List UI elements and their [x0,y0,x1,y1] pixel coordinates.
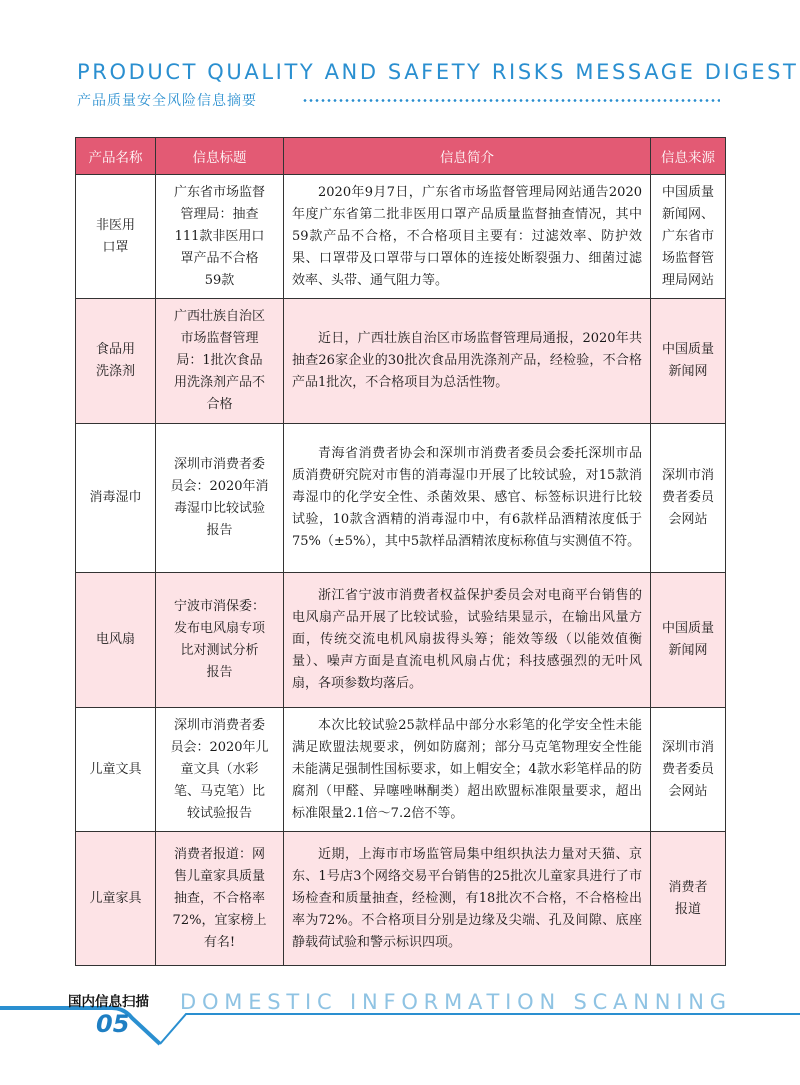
cell-info-summary: 青海省消费者协会和深圳市消费者委员会委托深圳市品质消费研究院对市售的消毒湿巾开展了比较试验，对15款消毒湿巾的化学安全性、杀菌效果、感官、标签标识进行比较试验，10款含酒精的消毒湿巾中，有6款样品酒精浓度低于75%（±5%），其中5款样品酒精浓度标称值与实测值不符。 [284,424,651,573]
cell-info-source: 中国质量 新闻网 [651,573,726,708]
cell-info-source: 深圳市消 费者委员 会网站 [651,708,726,832]
cell-info-title: 深圳市消费者委 员会：2020年消 毒湿巾比较试验 报告 [156,424,284,573]
cell-info-summary: 浙江省宁波市消费者权益保护委员会对电商平台销售的电风扇产品开展了比较试验，试验结果显示，在输出风量方面，传统交流电机风扇拔得头筹；能效等级（以能效值衡量）、噪声方面是直流电机风扇占优；科技感强烈的无叶风扇，各项参数均落后。 [284,573,651,708]
cell-product-name: 儿童文具 [76,708,156,832]
cell-info-source: 中国质量 新闻网 [651,299,726,424]
header-title-cn: 产品质量安全风险信息摘要 [77,93,257,109]
cell-info-title: 消费者报道：网 售儿童家具质量 抽查，不合格率 72%，宜家榜上 有名! [156,832,284,966]
table-row [76,424,726,573]
cell-product-name: 消毒湿巾 [76,424,156,573]
table-row [76,832,726,966]
cell-info-source: 深圳市消 费者委员 会网站 [651,424,726,573]
table-row [76,573,726,708]
page-number: 05 [96,1010,130,1038]
cell-info-summary: 近日，广西壮族自治区市场监督管理局通报，2020年共抽查26家企业的30批次食品用洗涤剂产品，经检验，不合格产品1批次，不合格项目为总活性物。 [284,299,651,424]
table-row [76,708,726,832]
cell-info-title: 广东省市场监督 管理局：抽查 111款非医用口 罩产品不合格 59款 [156,175,284,299]
footer-section-en: DOMESTIC INFORMATION SCANNING [180,990,732,1014]
col-header-info-summary: 信息简介 [284,138,651,175]
footer-section-cn: 国内信息扫描 [68,994,149,1010]
header-dotted-line [302,99,720,102]
col-header-product-name: 产品名称 [76,138,156,175]
info-table [75,137,726,966]
col-header-info-title: 信息标题 [156,138,284,175]
cell-info-summary: 本次比较试验25款样品中部分水彩笔的化学安全性未能满足欧盟法规要求，例如防腐剂；部分马克笔物理安全性能未能满足强制性国标要求，如上帽安全；4款水彩笔样品的防腐剂（甲醛、异噻唑啉酮类）超出欧盟标准限量要求，超出标准限量2.1倍～7.2倍不等。 [284,708,651,832]
cell-product-name: 儿童家具 [76,832,156,966]
cell-info-title: 宁波市消保委： 发布电风扇专项 比对测试分析 报告 [156,573,284,708]
col-header-info-source: 信息来源 [651,138,726,175]
table-row [76,299,726,424]
cell-product-name: 非医用 口罩 [76,175,156,299]
cell-info-summary: 2020年9月7日，广东省市场监督管理局网站通告2020年度广东省第二批非医用口罩产品质量监督抽查情况，其中59款产品不合格，不合格项目主要有：过滤效率、防护效果、口罩带及口罩带与口罩体的连接处断裂强力、细菌过滤效率、头带、通气阻力等。 [284,175,651,299]
cell-info-title: 深圳市消费者委 员会：2020年儿 童文具（水彩 笔、马克笔）比 较试验报告 [156,708,284,832]
cell-product-name: 食品用 洗涤剂 [76,299,156,424]
cell-product-name: 电风扇 [76,573,156,708]
cell-info-source: 中国质量 新闻网、 广东省市 场监督管 理局网站 [651,175,726,299]
table-row [76,175,726,299]
cell-info-source: 消费者 报道 [651,832,726,966]
header-title-en: PRODUCT QUALITY AND SAFETY RISKS MESSAGE DIGEST [77,60,799,84]
cell-info-title: 广西壮族自治区 市场监督管理 局：1批次食品 用洗涤剂产品不 合格 [156,299,284,424]
cell-info-summary: 近期，上海市市场监管局集中组织执法力量对天猫、京东、1号店3个网络交易平台销售的25批次儿童家具进行了市场检查和质量抽查，经检测，有18批次不合格，不合格检出率为72%。不合格项目分别是边缘及尖端、孔及间隙、底座静载荷试验和警示标识四项。 [284,832,651,966]
table-header-row [76,138,726,175]
